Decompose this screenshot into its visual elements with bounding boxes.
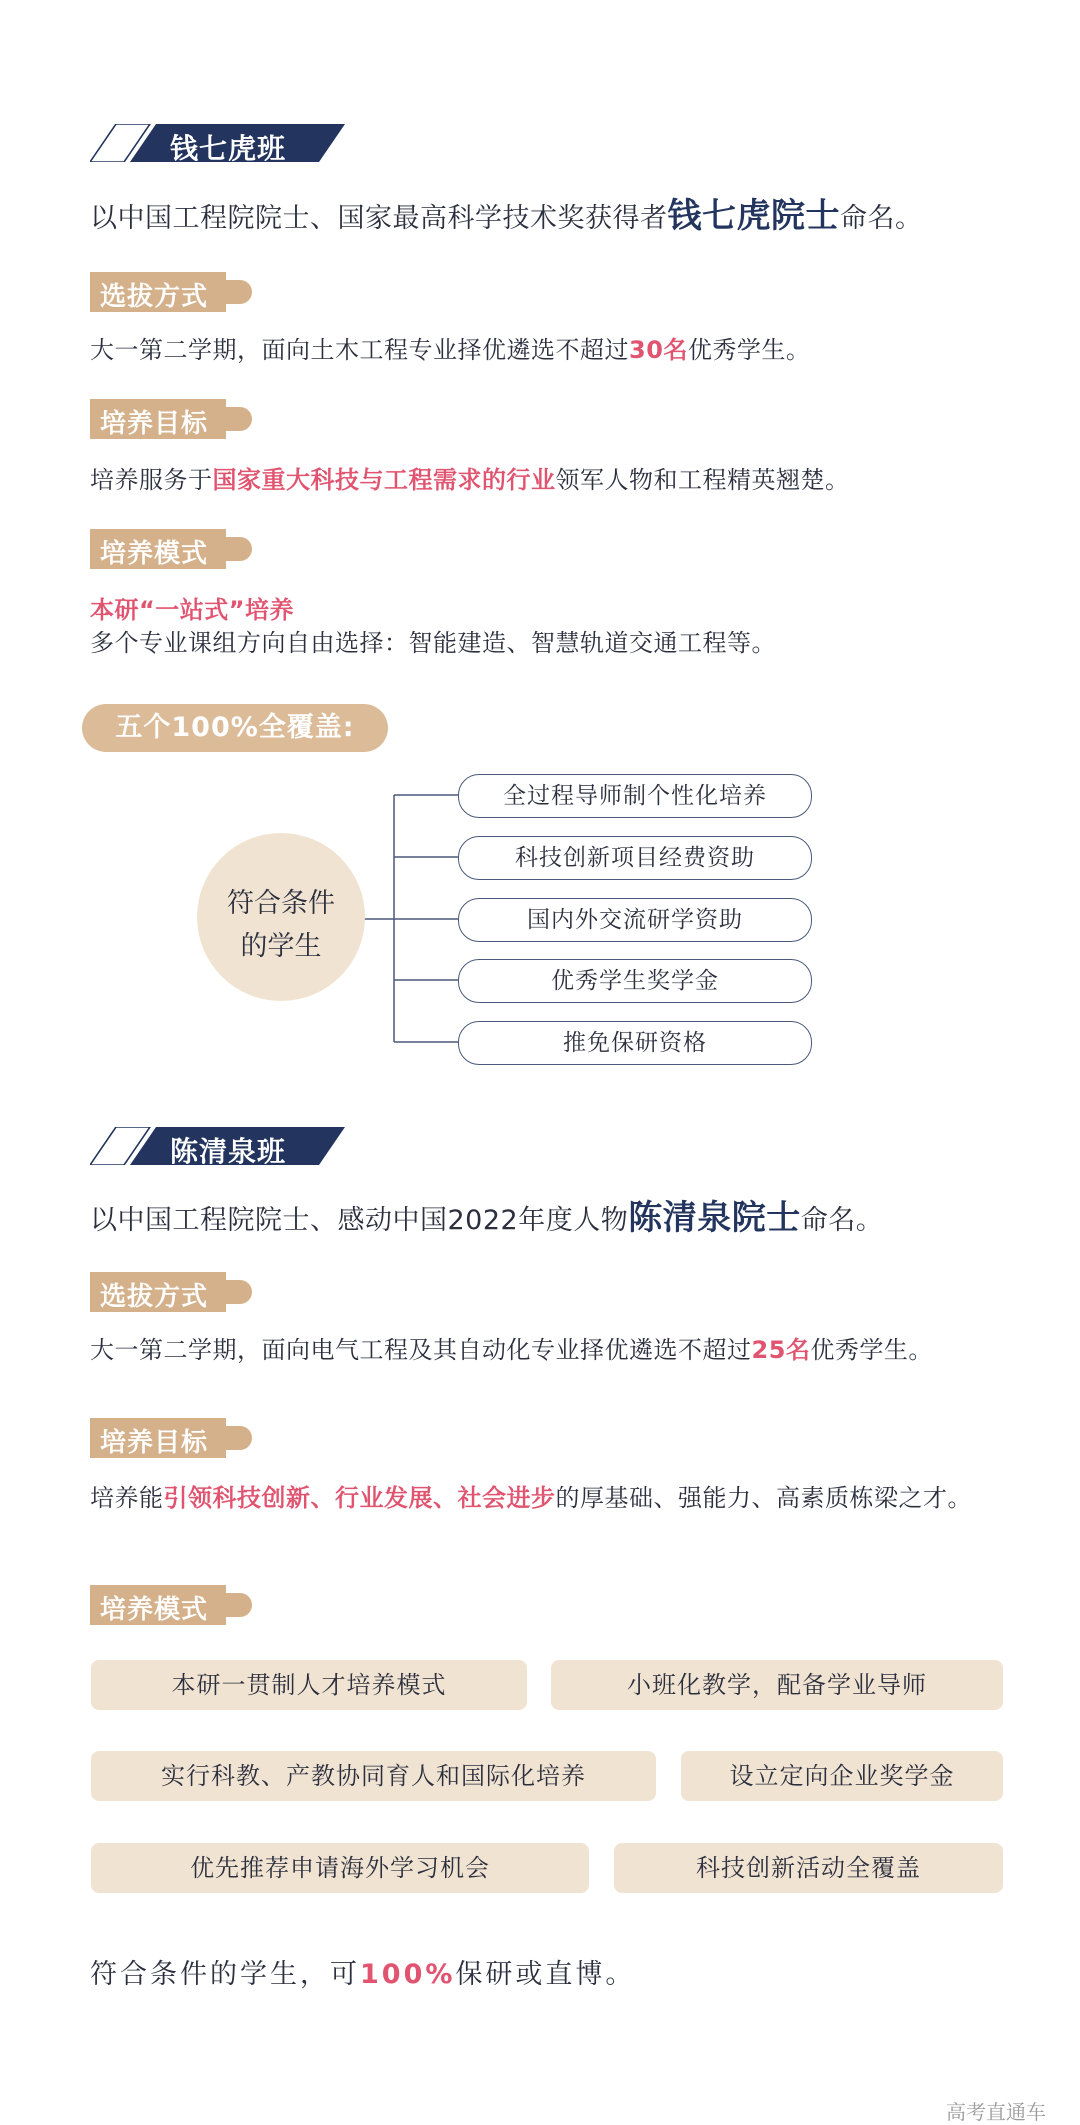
benefit-item: 优秀学生奖学金	[458, 959, 812, 1003]
selection-text: 大一第二学期，面向土木工程专业择优遴选不超过30名优秀学生。	[90, 336, 811, 364]
mode-box: 实行科教、产教协同育人和国际化培养	[91, 1751, 656, 1801]
mode-box: 本研一贯制人才培养模式	[91, 1660, 527, 1710]
intro-line: 以中国工程院院士、感动中国2022年度人物陈清泉院士命名。	[90, 1198, 884, 1238]
section-title: 陈清泉班	[170, 1135, 287, 1168]
eligible-students-circle: 符合条件 的学生	[197, 833, 365, 1001]
mode-box: 优先推荐申请海外学习机会	[91, 1843, 589, 1893]
mode-description: 多个专业课组方向自由选择：智能建造、智慧轨道交通工程等。	[90, 629, 776, 657]
mode-highlight: 本研“一站式”培养	[90, 596, 295, 624]
goal-text: 培养服务于国家重大科技与工程需求的行业领军人物和工程精英翘楚。	[90, 466, 850, 494]
five-100-title: 五个100%全覆盖:	[82, 704, 388, 752]
intro-line: 以中国工程院院士、国家最高科学技术奖获得者钱七虎院士命名。	[90, 196, 923, 236]
benefit-item: 全过程导师制个性化培养	[458, 774, 812, 818]
section-title: 钱七虎班	[170, 132, 287, 165]
connector-lines	[360, 780, 470, 1060]
final-note: 符合条件的学生，可100%保研或直博。	[90, 1959, 636, 1990]
benefit-item: 推免保研资格	[458, 1021, 812, 1065]
mode-box: 科技创新活动全覆盖	[614, 1843, 1003, 1893]
selection-text: 大一第二学期，面向电气工程及其自动化专业择优遴选不超过25名优秀学生。	[90, 1336, 933, 1364]
section-banner-qian	[90, 124, 350, 165]
benefit-item: 科技创新项目经费资助	[458, 836, 812, 880]
watermark: 高考直通车	[946, 2100, 1046, 2124]
goal-text: 培养能引领科技创新、行业发展、社会进步的厚基础、强能力、高素质栋梁之才。	[90, 1484, 972, 1512]
mode-box: 设立定向企业奖学金	[681, 1751, 1003, 1801]
mode-box: 小班化教学，配备学业导师	[551, 1660, 1003, 1710]
section-banner-chen	[90, 1127, 350, 1168]
benefit-item: 国内外交流研学资助	[458, 898, 812, 942]
